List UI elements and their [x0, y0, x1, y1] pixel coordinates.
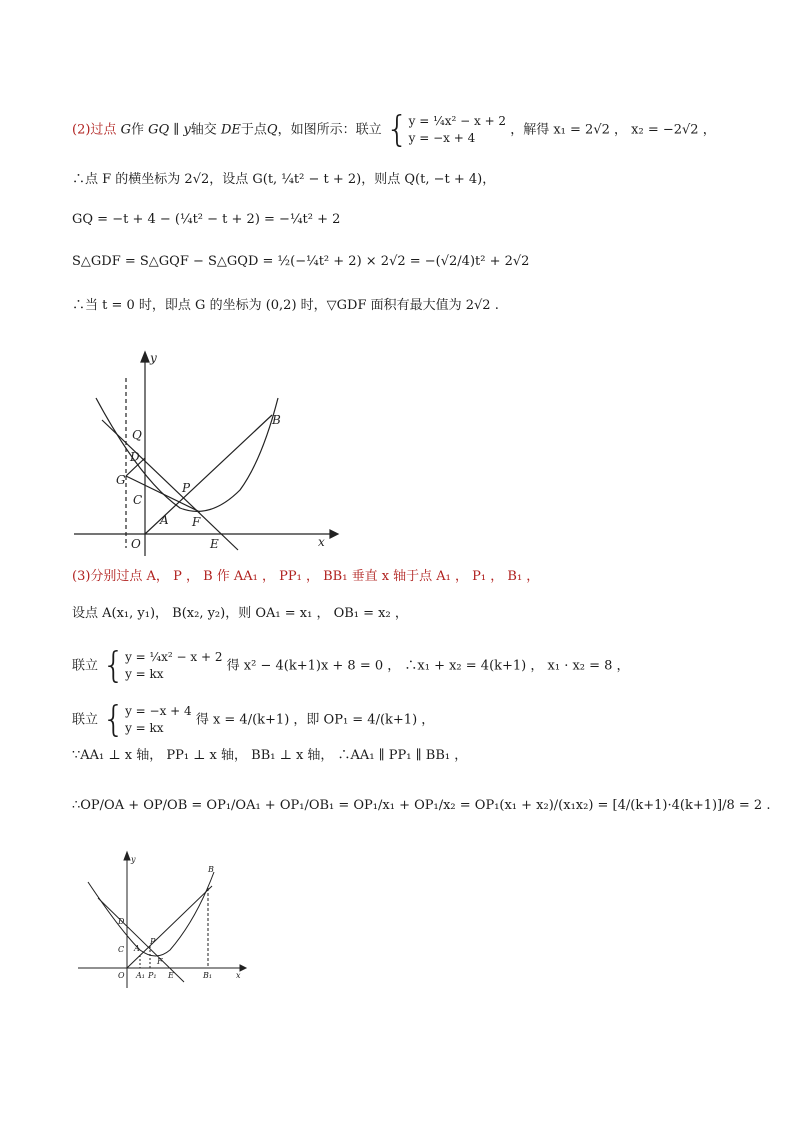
fig2-label-D: D [118, 917, 125, 926]
fig1-y-arrow [141, 352, 149, 362]
brace-icon: { [102, 699, 126, 740]
lianli-label-2: 联立 [72, 712, 99, 728]
text-zuo: 作 [130, 122, 144, 138]
fig1-label-y: y [150, 351, 157, 365]
part3-line2: 设点 A(x₁, y₁)， B(x₂, y₂)，则 OA₁ = x₁ ， OB₁ = x₂ ， [72, 606, 408, 621]
fig1-label-F: F [192, 515, 201, 529]
part3-intro: (3)分别过点 A， P ， B 作 AA₁ ， PP₁ ， BB₁ 垂直 x 轴于点 A₁ ， P₁ ， B₁ ， [72, 569, 540, 584]
text-lianli: ，如图所示：联立 [277, 122, 382, 138]
part3-line6: ∴OP/OA + OP/OB = OP₁/OA₁ + OP₁/OB₁ = OP₁/x₁ + OP₁/x₂ = OP₁(x₁ + x₂)/(x₁x₂) = [4/(k+1)·4(k+1)]/8 = 2 . [72, 798, 771, 813]
part2-prefix: (2)过点 [72, 122, 117, 138]
fig1-label-C: C [133, 493, 143, 507]
fig2-label-P: P [150, 937, 156, 946]
lianli-label: 联立 [72, 658, 99, 674]
part2-line3: GQ = −t + 4 − (¼t² − t + 2) = −¼t² + 2 [72, 212, 341, 227]
fig2-parabola [88, 872, 214, 956]
fig2-label-O: O [118, 971, 125, 980]
fig1-line-ob [145, 415, 272, 534]
part2-line1: (2)过点 G作 GQ ∥ y轴交 DE于点Q，如图所示：联立 { y = ¼x² − x + 2 y = −x + 4 ，解得 x₁ = 2√2 ， x₂ = −2√2 ， [72, 109, 716, 150]
fig1-line-de [102, 420, 238, 550]
fig1-label-x: x [318, 535, 325, 549]
fig2-label-A1: A₁ [136, 971, 145, 980]
fig2-label-P1: P₁ [148, 971, 157, 980]
fig1-label-Q: Q [132, 428, 142, 442]
part3-line5: ∵AA₁ ⊥ x 轴， PP₁ ⊥ x 轴， BB₁ ⊥ x 轴， ∴AA₁ ∥ PP₁ ∥ BB₁ ， [72, 748, 468, 763]
text-yudian: 于点 [240, 122, 267, 138]
fig1-label-O: O [131, 537, 141, 551]
fig1-label-P: P [182, 481, 191, 495]
fig1-label-B: B [272, 413, 281, 427]
system-3: y = −x + 4 y = kx [125, 704, 192, 735]
fig2-label-B: B [208, 865, 214, 874]
brace-icon: { [385, 109, 409, 150]
fig2-label-C: C [118, 945, 125, 954]
fig1-line-gf [126, 476, 200, 512]
brace-icon: { [102, 645, 126, 686]
fig2-label-A: A [134, 944, 140, 953]
fig1-label-A: A [160, 513, 169, 527]
fig2-label-E: E [168, 971, 174, 980]
part3-line3-rest: 得 x² − 4(k+1)x + 8 = 0 ， ∴x₁ + x₂ = 4(k+1) ， x₁ · x₂ = 8 ， [226, 658, 630, 674]
fig2-label-x: x [236, 971, 241, 980]
fig1-line-gd [126, 458, 145, 476]
fig1-parabola [96, 398, 278, 511]
part3-line3 [72, 645, 630, 686]
fig2-x-arrow [240, 965, 246, 971]
fig1-label-E: E [210, 537, 219, 551]
fig2-line-ob [127, 886, 212, 968]
system-1: y = ¼x² − x + 2 y = −x + 4 [408, 114, 507, 145]
fig2-y-arrow [124, 852, 130, 860]
system-2: y = ¼x² − x + 2 y = kx [125, 650, 223, 681]
fig2-label-F: F [157, 957, 163, 966]
part3-line4-rest: 得 x = 4/(k+1) ，即 OP₁ = 4/(k+1) ， [195, 712, 435, 728]
part2-line4: S△GDF = S△GQF − S△GQD = ½(−¼t² + 2) × 2√2 = −(√2/4)t² + 2√2 [72, 254, 530, 269]
part3-line4 [72, 699, 435, 740]
part2-line2: ∴点 F 的横坐标为 2√2，设点 G(t, ¼t² − t + 2)，则点 Q(t, −t + 4)， [72, 172, 496, 187]
fig2-label-B1: B₁ [203, 971, 213, 980]
solve-text: ，解得 x₁ = 2√2 ， x₂ = −2√2 ， [510, 122, 716, 138]
fig1-label-G: G [116, 473, 126, 487]
fig2-line-de [98, 898, 184, 982]
fig1-label-D: D [130, 450, 140, 464]
text-zhoujiao: 轴交 [190, 122, 217, 138]
part2-line5: ∴当 t = 0 时，即点 G 的坐标为 (0,2) 时，▽GDF 面积有最大值为 2√2 . [72, 298, 499, 313]
fig1-x-arrow [330, 530, 338, 538]
part3-line1 [72, 567, 539, 587]
fig2-label-y: y [131, 855, 136, 864]
